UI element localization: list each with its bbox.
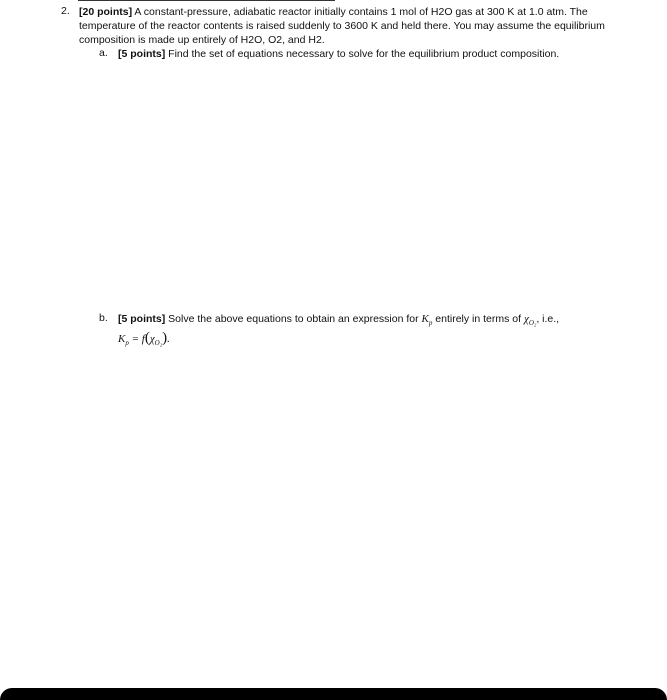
part-b-body-1: Solve the above equations to obtain an expression for xyxy=(165,313,422,325)
top-divider xyxy=(78,0,335,1)
part-b-body-2: entirely in terms of xyxy=(432,313,524,325)
part-b-body-3: , i.e., xyxy=(536,313,560,325)
part-a-body: Find the set of equations necessary to solve for the equilibrium product composition. xyxy=(165,48,560,60)
part-a-text xyxy=(118,47,638,61)
chi-o2-symbol: $\chi_{O_2}$ xyxy=(523,313,537,328)
part-b-text xyxy=(118,312,638,330)
kp-formula: $K_p = f(\chi_{O_2})$. xyxy=(118,330,170,348)
question-points: [20 points] xyxy=(79,6,133,18)
part-a-points: [5 points] xyxy=(118,48,166,60)
part-a-label: a. xyxy=(99,47,108,59)
question-body: A constant-pressure, adiabatic reactor initially contains 1 mol of H2O gas at 300 K at 1.0 atm. The temperature of the reactor contents is raised suddenly to 3600 K and held there. You may assume the equilibrium composition is made up entirely of H2O, O2, and H2. xyxy=(79,6,605,46)
question-number: 2. xyxy=(61,5,70,17)
bottom-bar xyxy=(0,688,667,700)
kp-symbol: $K_p$ xyxy=(421,313,433,328)
part-b-points: [5 points] xyxy=(118,313,166,325)
question-text xyxy=(79,5,624,47)
part-b-label: b. xyxy=(99,312,108,324)
